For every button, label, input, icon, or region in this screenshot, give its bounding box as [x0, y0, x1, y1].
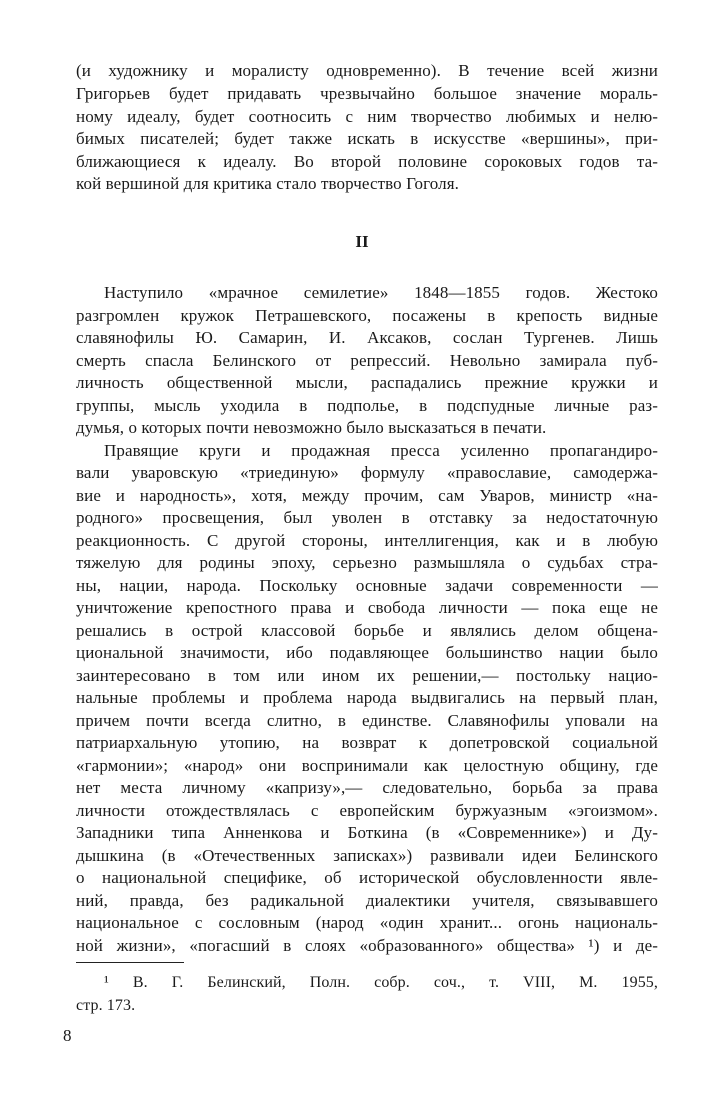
- paragraph-line: патриархальную утопию, на возврат к допетровской социальной: [76, 733, 658, 752]
- paragraph-line: «гармонии»; «народ» они воспринимали как целостную общину, где: [76, 756, 658, 775]
- paragraph-line: славянофилы Ю. Самарин, И. Аксаков, сослан Тургенев. Лишь: [76, 328, 658, 347]
- paragraph-line: ны, нации, народа. Поскольку основные задачи современности —: [76, 576, 658, 595]
- paragraph-line: дышкина (в «Отечественных записках») развивали идеи Белинского: [76, 846, 658, 865]
- paragraph-line: причем почти всегда слитно, в единстве. Славянофилы уповали на: [76, 711, 658, 730]
- paragraph-line: ближающиеся к идеалу. Во второй половине сороковых годов та-: [76, 152, 658, 171]
- paragraph-line: родного» просвещения, был уволен в отставку за недостаточную: [76, 508, 658, 527]
- paragraph-line: личности отождествлялась с европейским буржуазным «эгоизмом».: [76, 801, 658, 820]
- paragraph-line: личность общественной мысли, распадались прежние кружки и: [76, 373, 658, 392]
- paragraph-line: ний, правда, без радикальной диалектики учителя, связывавшего: [76, 891, 658, 910]
- paragraph-line: (и художнику и моралисту одновременно). В течение всей жизни: [76, 61, 658, 80]
- paragraph-line: национальное с сословным (народ «один хранит... огонь националь-: [76, 913, 658, 932]
- paragraph-line: нальные проблемы и проблема народа выдвигались на первый план,: [76, 688, 658, 707]
- section-heading: II: [355, 232, 369, 251]
- paragraph-line: Наступило «мрачное семилетие» 1848—1855 годов. Жестоко: [104, 283, 658, 302]
- paragraph-line: вали уваровскую «триединую» формулу «православие, самодержа-: [76, 463, 658, 482]
- paragraph-line: думья, о которых почти невозможно было высказаться в печати.: [76, 418, 547, 437]
- paragraph-line: бимых писателей; будет также искать в искусстве «вершины», при-: [76, 129, 658, 148]
- page-number: 8: [63, 1026, 72, 1045]
- paragraph-line: Правящие круги и продажная пресса усиленно пропагандиро-: [104, 441, 658, 460]
- footnote-line: стр. 173.: [76, 997, 136, 1014]
- paragraph-line: кой вершиной для критика стало творчество Гоголя.: [76, 174, 460, 193]
- paragraph-line: разгромлен кружок Петрашевского, посажены в крепость видные: [76, 306, 658, 325]
- paragraph-line: реакционность. С другой стороны, интеллигенция, как и в любую: [76, 531, 658, 550]
- paragraph-line: Григорьев будет придавать чрезвычайно большое значение мораль-: [76, 84, 658, 103]
- paragraph-line: заинтересовано в том или ином их решении,— постольку нацио-: [76, 666, 658, 685]
- paragraph-line: тяжелую для родины эпоху, серьезно размышляла о судьбах стра-: [76, 553, 658, 572]
- paragraph-line: группы, мысль уходила в подполье, в подспудные личные раз-: [76, 396, 658, 415]
- paragraph-line: Западники типа Анненкова и Боткина (в «Современнике») и Ду-: [76, 823, 658, 842]
- footnote-divider: [76, 962, 184, 963]
- paragraph-line: нет места личному «капризу»,— следовательно, борьба за права: [76, 778, 658, 797]
- paragraph-line: уничтожение крепостного права и свобода личности — пока еще не: [76, 598, 658, 617]
- paragraph-line: вие и народность», хотя, между прочим, сам Уваров, министр «на-: [76, 486, 658, 505]
- paragraph-line: ному идеалу, будет соотносить с ним творчество любимых и нелю-: [76, 107, 658, 126]
- footnote-line: ¹ В. Г. Белинский, Полн. собр. соч., т. VIII, М. 1955,: [104, 974, 658, 991]
- paragraph-line: циональной значимости, ибо подавляющее большинство нации было: [76, 643, 658, 662]
- paragraph-line: решались в острой классовой борьбе и являлись делом общена-: [76, 621, 658, 640]
- paragraph-line: ной жизни», «погасший в слоях «образованного» общества» ¹) и де-: [76, 936, 658, 955]
- paragraph-line: о национальной специфике, об исторической обусловленности явле-: [76, 868, 658, 887]
- paragraph-line: смерть спасла Белинского от репрессий. Невольно замирала пуб-: [76, 351, 658, 370]
